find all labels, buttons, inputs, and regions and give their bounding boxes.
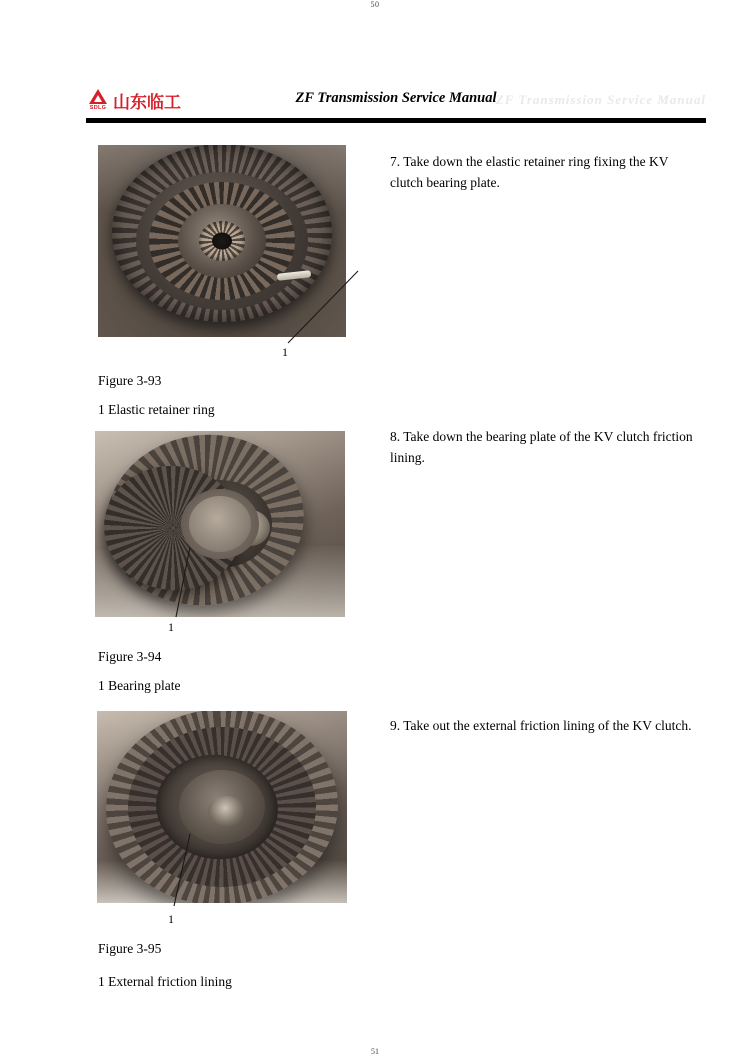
page-header: [86, 88, 706, 124]
step-8-text: 8. Take down the bearing plate of the KV clutch friction lining.: [390, 429, 693, 465]
kv-clutch-bearing-plate-photo: [95, 431, 345, 617]
figure-3-94-callout-leader-line: [168, 545, 198, 623]
top-page-number: 50: [370, 0, 380, 9]
figure-3-95-legend: 1 External friction lining: [98, 974, 232, 989]
header-title: ZF Transmission Service Manual: [295, 90, 497, 106]
figure-3-94-caption: Figure 3-94: [98, 649, 162, 664]
figure-3-94-callout-1: 1: [168, 620, 174, 634]
figure-3-93-callout-1: 1: [282, 345, 288, 359]
header-watermark: ZF Transmission Service Manual: [495, 92, 706, 107]
sdlg-logo-chinese-text: 山东临工: [113, 92, 181, 113]
figure-3-93-callout-leader-line: [276, 265, 366, 350]
figure-3-93-legend: 1 Elastic retainer ring: [98, 402, 215, 417]
sdlg-logo-wordmark: SDLG: [89, 105, 107, 111]
figure-3-95-callout-leader-line: [166, 832, 198, 912]
step-9-text: 9. Take out the external friction lining of the KV clutch.: [390, 718, 692, 733]
figure-3-94-legend: 1 Bearing plate: [98, 678, 181, 693]
header-divider: [86, 118, 706, 123]
bottom-page-number: 51: [371, 1047, 379, 1056]
figure-3-93-caption: Figure 3-93: [98, 373, 162, 388]
step-7-text: 7. Take down the elastic retainer ring fixing the KV clutch bearing plate.: [390, 154, 669, 190]
figure-3-95-callout-1: 1: [168, 912, 174, 926]
figure-3-95-caption: Figure 3-95: [98, 941, 162, 956]
kv-clutch-external-friction-lining-photo: [97, 711, 347, 903]
